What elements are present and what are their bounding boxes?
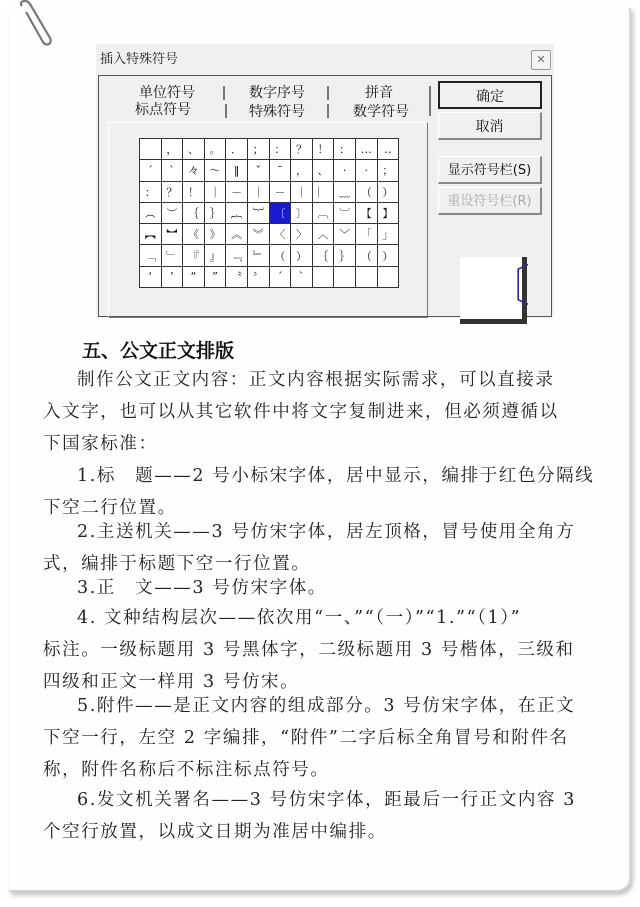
text-line: 入文字，也可以从其它软件中将文字复制进来，但必须遵循以	[43, 402, 559, 422]
symbol-cell[interactable]: ˋ	[162, 160, 184, 181]
symbol-cell[interactable]: ˋ	[291, 267, 313, 288]
symbol-cell[interactable]: －	[226, 182, 248, 203]
tab-separator	[327, 86, 329, 100]
symbol-cell[interactable]: ！	[313, 139, 335, 160]
preview-glyph: 〔	[486, 261, 530, 312]
paragraph-item-4	[43, 602, 598, 698]
symbol-cell[interactable]: ｜	[248, 182, 270, 203]
symbol-cell[interactable]: ﹏	[334, 182, 356, 203]
symbol-cell[interactable]: ）	[378, 245, 400, 266]
symbol-cell[interactable]: （	[270, 245, 292, 266]
symbol-cell[interactable]: ：	[270, 139, 292, 160]
symbol-cell[interactable]: ）	[378, 182, 400, 203]
text-line: 制作公文正文内容：正文内容根据实际需求，可以直接录	[77, 370, 555, 390]
symbol-cell[interactable]: ︷	[226, 203, 248, 224]
symbol-cell[interactable]: 』	[205, 245, 227, 266]
symbol-cell[interactable]: ︿	[313, 224, 335, 245]
symbol-cell[interactable]: ；	[248, 139, 270, 160]
symbol-preview	[460, 257, 530, 324]
text-line: 1.标 题——2 号小标宋字体，居中显示，编排于红色分隔线	[77, 466, 595, 486]
symbol-cell[interactable]: ｜	[205, 182, 227, 203]
symbol-cell[interactable]: ︺	[334, 203, 356, 224]
text-line: 2.主送机关——3 号仿宋字体，居左顶格，冒号使用全角方	[77, 522, 576, 542]
tab-separator	[429, 86, 431, 116]
symbol-cell[interactable]: ；	[378, 160, 400, 181]
symbol-cell[interactable]: 》	[205, 224, 227, 245]
symbol-cell[interactable]: ·	[334, 160, 356, 181]
paragraph-item-5	[43, 690, 598, 786]
text-line: 下国家标准：	[43, 434, 158, 454]
symbol-cell[interactable]: ．	[226, 139, 248, 160]
symbol-cell[interactable]: ˊ	[270, 267, 292, 288]
text-line: 四级和正文一样用 3 号仿宋。	[43, 672, 300, 692]
symbol-cell[interactable]: ︸	[248, 203, 270, 224]
symbol-cell[interactable]: ︻	[140, 224, 162, 245]
symbol-cell[interactable]: ，	[291, 160, 313, 181]
paragraph-item-3	[43, 572, 598, 604]
symbol-cell[interactable]: 〕	[291, 203, 313, 224]
symbol-cell[interactable]: ：	[334, 139, 356, 160]
dialog-frame	[98, 75, 552, 317]
symbol-cell[interactable]: ｛	[313, 245, 335, 266]
text-line: 式，编排于标题下空一行位置。	[43, 554, 311, 574]
reset-symbol-bar-button[interactable]: 重设符号栏(R)	[438, 187, 542, 215]
symbol-cell[interactable]: ）	[291, 245, 313, 266]
symbol-cell[interactable]: ﹃	[226, 245, 248, 266]
show-symbol-bar-button[interactable]: 显示符号栏(S)	[438, 156, 542, 184]
paragraph-item-2	[43, 516, 598, 580]
symbol-cell[interactable]: ‘	[140, 267, 162, 288]
symbol-cell[interactable]: ｝	[205, 203, 227, 224]
symbol-cell[interactable]: ～	[205, 160, 227, 181]
text-line: 6.发文机关署名——3 号仿宋字体，距最后一行正文内容 3	[77, 790, 576, 810]
ok-button[interactable]: 确定	[438, 81, 542, 109]
symbol-cell[interactable]: 々	[183, 160, 205, 181]
section-heading: 五、公文正文排版	[82, 340, 235, 362]
text-line: 5.附件——是正文内容的组成部分。3 号仿宋字体，在正文	[77, 696, 576, 716]
insert-special-symbol-dialog	[96, 44, 554, 318]
symbol-cell[interactable]: ‖	[226, 160, 248, 181]
symbol-cell[interactable]: ﹄	[248, 245, 270, 266]
symbol-cell[interactable]: 〞	[248, 267, 270, 288]
symbol-cell[interactable]: 〉	[291, 224, 313, 245]
symbol-cell[interactable]: ︹	[313, 203, 335, 224]
symbol-cell[interactable]: ¯	[270, 160, 292, 181]
symbol-cell[interactable]: 】	[378, 203, 400, 224]
cancel-button[interactable]: 取消	[438, 112, 542, 140]
symbol-cell[interactable]: 、	[313, 160, 335, 181]
symbol-cell[interactable]: ﹂	[162, 245, 184, 266]
symbol-cell[interactable]: 「	[356, 224, 378, 245]
paragraph-intro	[43, 364, 598, 460]
symbol-cell[interactable]: ︾	[248, 224, 270, 245]
symbol-cell[interactable]: （	[356, 182, 378, 203]
symbol-cell[interactable]: ︼	[162, 224, 184, 245]
symbol-cell[interactable]: ﹀	[334, 224, 356, 245]
symbol-cell[interactable]: ｜	[291, 182, 313, 203]
symbol-cell[interactable]: ︵	[140, 203, 162, 224]
tab-separator	[225, 104, 227, 118]
symbol-cell[interactable]: 、	[183, 139, 205, 160]
symbol-cell[interactable]: ︶	[162, 203, 184, 224]
symbol-cell[interactable]: －	[270, 182, 292, 203]
symbol-cell[interactable]: ！	[183, 182, 205, 203]
symbol-cell[interactable]: （	[356, 245, 378, 266]
symbol-cell[interactable]: “	[183, 267, 205, 288]
tab-punctuation[interactable]: 标点符号	[135, 102, 191, 118]
symbol-cell[interactable]: ：	[140, 182, 162, 203]
tab-math-symbols[interactable]: 数学符号	[353, 104, 409, 120]
tab-number-sequence[interactable]: 数字序号	[249, 85, 305, 101]
symbol-cell[interactable]: 《	[183, 224, 205, 245]
symbol-cell[interactable]: ︽	[226, 224, 248, 245]
text-line: 个空行放置，以成文日期为准居中编排。	[43, 822, 387, 842]
symbol-cell[interactable]: ？	[291, 139, 313, 160]
symbol-cell[interactable]: 〔	[270, 203, 292, 224]
close-icon[interactable]: ✕	[531, 50, 551, 70]
symbol-cell[interactable]: ˇ	[248, 160, 270, 181]
symbol-cell[interactable]: ﹁	[140, 245, 162, 266]
tab-unit-symbols[interactable]: 单位符号	[139, 85, 195, 101]
symbol-cell[interactable]: ｛	[183, 203, 205, 224]
tab-separator	[327, 104, 329, 118]
symbol-cell[interactable]	[378, 267, 400, 288]
symbol-cell[interactable]	[313, 267, 335, 288]
symbol-cell[interactable]: ”	[205, 267, 227, 288]
symbol-cell[interactable]: 。	[205, 139, 227, 160]
symbol-cell[interactable]: 〝	[226, 267, 248, 288]
symbol-cell[interactable]: ，	[162, 139, 184, 160]
symbol-cell[interactable]: ·	[356, 160, 378, 181]
text-line: 下空一行，左空 2 字编排，“附件”二字后标全角冒号和附件名	[43, 728, 569, 748]
symbol-cell[interactable]: 」	[378, 224, 400, 245]
paragraph-item-6	[43, 784, 598, 848]
symbol-cell[interactable]: ’	[162, 267, 184, 288]
symbol-cell[interactable]: 『	[183, 245, 205, 266]
text-line: 下空二行位置。	[43, 498, 177, 518]
text-line: 称，附件名称后不标注标点符号。	[43, 760, 330, 780]
symbol-cell[interactable]: 【	[356, 203, 378, 224]
symbol-cell[interactable]: ‥	[378, 139, 400, 160]
tab-special-symbols[interactable]: 特殊符号	[249, 104, 305, 120]
text-line: 4. 文种结构层次——依次用“一、”“（一）”“1.”“（1）”	[77, 608, 522, 628]
symbol-cell[interactable]: …	[356, 139, 378, 160]
text-line: 3.正 文——3 号仿宋字体。	[77, 578, 327, 598]
tab-separator	[223, 86, 225, 100]
dialog-title: 插入特殊符号	[100, 52, 179, 67]
symbol-grid	[139, 138, 399, 288]
symbol-cell[interactable]: ？	[162, 182, 184, 203]
paperclip-icon	[14, 0, 54, 50]
symbol-cell[interactable]	[356, 267, 378, 288]
tab-pinyin[interactable]: 拼音	[365, 85, 393, 101]
symbol-cell[interactable]: ︴	[313, 182, 335, 203]
symbol-cell[interactable]: 〈	[270, 224, 292, 245]
paragraph-item-1	[43, 460, 598, 524]
symbol-cell[interactable]	[334, 267, 356, 288]
symbol-cell[interactable]	[140, 139, 162, 160]
symbol-cell[interactable]: ˊ	[140, 160, 162, 181]
text-line: 标注。一级标题用 3 号黑体字，二级标题用 3 号楷体，三级和	[43, 640, 575, 660]
symbol-cell[interactable]: ｝	[334, 245, 356, 266]
